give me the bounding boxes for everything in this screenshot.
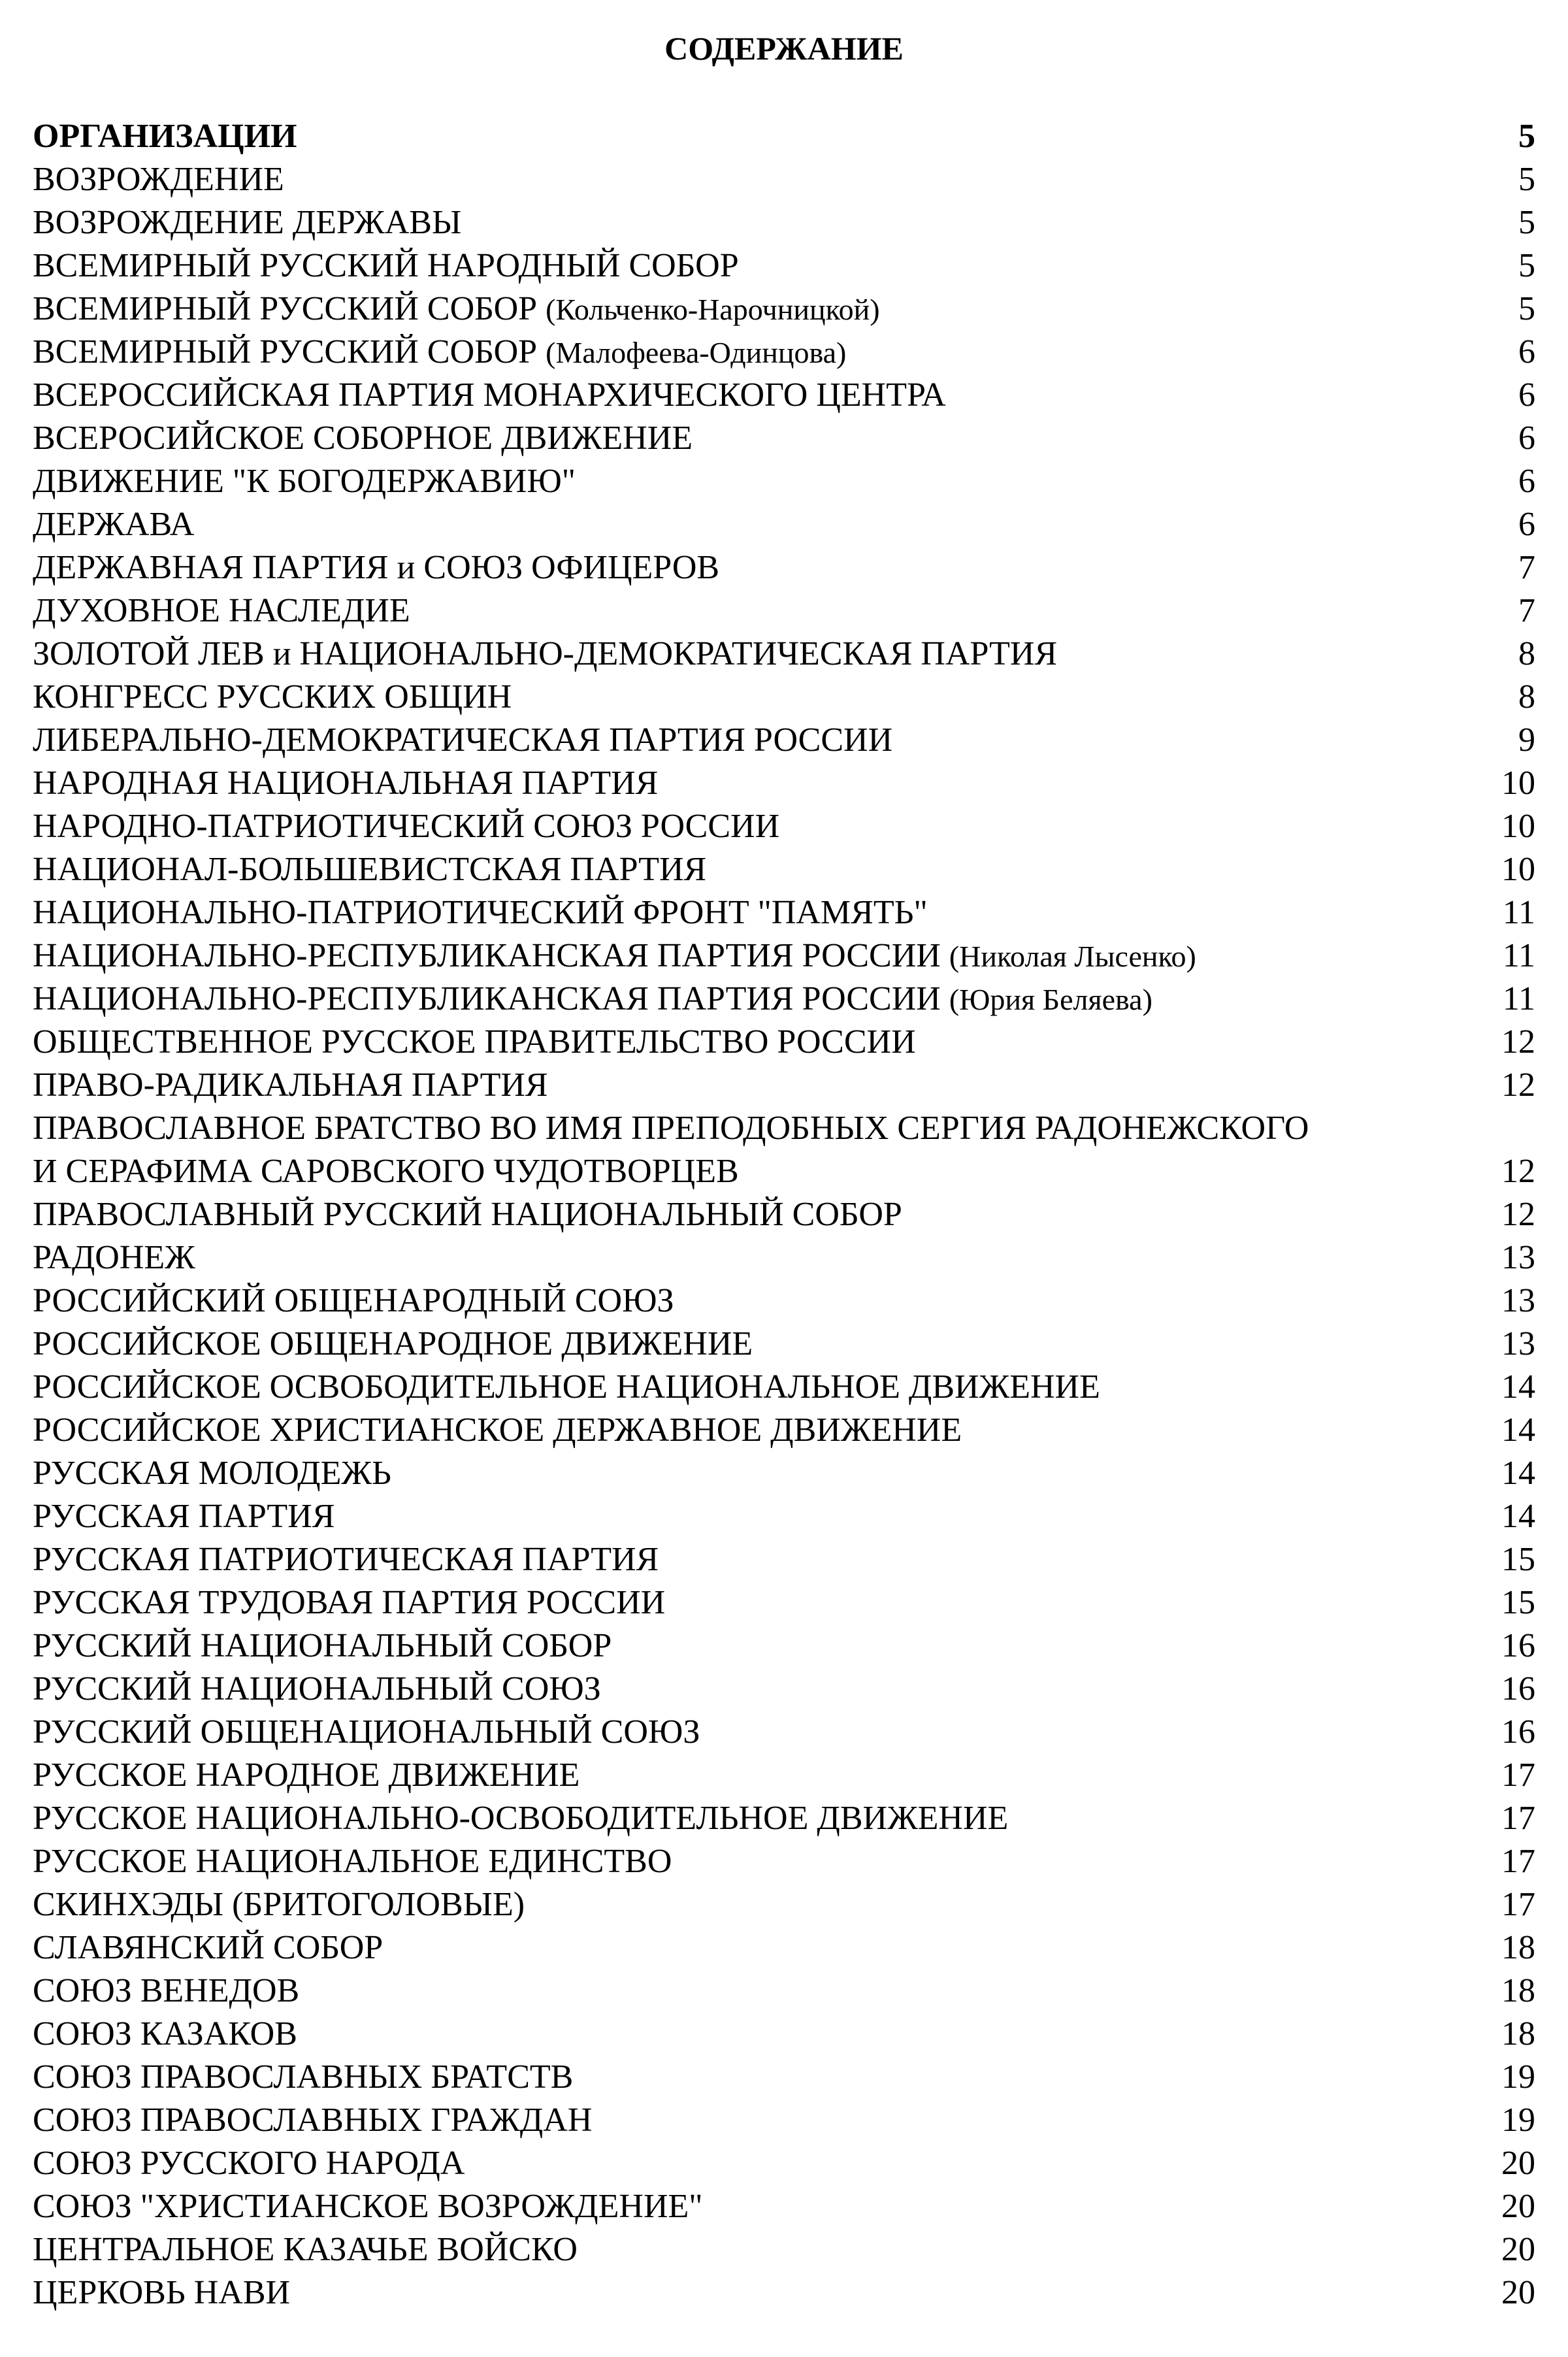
toc-entry-page-number: 5 <box>1518 204 1535 241</box>
toc-entry-title-text: РУССКИЙ ОБЩЕНАЦИОНАЛЬНЫЙ СОЮЗ <box>33 1713 700 1751</box>
toc-entry-title-text: РУССКАЯ МОЛОДЕЖЬ <box>33 1455 391 1492</box>
toc-entry[interactable] <box>33 1926 1535 1970</box>
toc-entry-title-text: РУССКИЙ НАЦИОНАЛЬНЫЙ СОБОР <box>33 1627 612 1664</box>
toc-entry[interactable] <box>33 288 1535 331</box>
toc-entry-title-text: ДЕРЖАВНАЯ ПАРТИЯ и СОЮЗ ОФИЦЕРОВ <box>33 549 720 586</box>
toc-entry-title <box>33 2056 1535 2099</box>
toc-entry-title-text: ВСЕМИРНЫЙ РУССКИЙ СОБОР <box>33 290 538 327</box>
toc-entry[interactable] <box>33 331 1535 374</box>
toc-entry-page-number: 16 <box>1501 1670 1535 1707</box>
toc-entry[interactable] <box>33 417 1535 460</box>
toc-entry-title <box>33 1366 1535 1409</box>
toc-entry[interactable] <box>33 891 1535 934</box>
toc-entry-title <box>33 1323 1535 1366</box>
toc-entry[interactable] <box>33 1538 1535 1581</box>
toc-entry-title <box>33 1538 1535 1581</box>
toc-section-page-number: 5 <box>1518 118 1535 155</box>
toc-entry-page-number: 12 <box>1501 1196 1535 1233</box>
toc-entry-title <box>33 934 1535 978</box>
toc-entry-title-text: ПРАВОСЛАВНОЕ БРАТСТВО ВО ИМЯ ПРЕПОДОБНЫХ СЕРГИЯ РАДОНЕЖСКОГО <box>33 1110 1309 1147</box>
toc-entry-title <box>33 1668 1535 1711</box>
toc-entry-title <box>33 1495 1535 1538</box>
toc-entry[interactable] <box>33 1107 1535 1193</box>
toc-entry-title <box>33 1840 1535 1883</box>
toc-entry-title <box>33 546 1535 589</box>
toc-entry-title <box>33 158 1535 201</box>
toc-entry-subtitle: (Николая Лысенко) <box>949 940 1196 973</box>
toc-entry-title-text: РОССИЙСКИЙ ОБЩЕНАРОДНЫЙ СОЮЗ <box>33 1282 674 1319</box>
toc-entry[interactable] <box>33 978 1535 1021</box>
toc-entry-title <box>33 1064 1535 1107</box>
toc-entry-subtitle: (Малофеева-Одинцова) <box>546 336 847 369</box>
toc-entry-page-number: 13 <box>1501 1325 1535 1362</box>
toc-entry-title <box>33 1711 1535 1754</box>
toc-entry-title <box>33 1236 1535 1279</box>
toc-entry-title <box>33 978 1535 1021</box>
toc-entry-title <box>33 1279 1535 1323</box>
toc-entry[interactable] <box>33 2056 1535 2099</box>
toc-entry[interactable] <box>33 1366 1535 1409</box>
toc-entry-title-text: НАРОДНО-ПАТРИОТИЧЕСКИЙ СОЮЗ РОССИИ <box>33 808 780 845</box>
toc-entry-page-number: 10 <box>1501 851 1535 888</box>
toc-entry-title <box>33 201 1535 244</box>
toc-entry[interactable] <box>33 589 1535 633</box>
toc-entry-title <box>33 1883 1535 1926</box>
toc-entry-title <box>33 503 1535 546</box>
toc-entry-title <box>33 676 1535 719</box>
toc-entry-title <box>33 2142 1535 2185</box>
toc-entry[interactable] <box>33 503 1535 546</box>
toc-entry[interactable] <box>33 244 1535 288</box>
toc-entry[interactable] <box>33 1624 1535 1668</box>
toc-entry[interactable] <box>33 546 1535 589</box>
toc-entry[interactable] <box>33 1754 1535 1797</box>
toc-entry-page-number: 5 <box>1518 247 1535 284</box>
toc-entry-title-text: РУССКОЕ НАЦИОНАЛЬНО-ОСВОБОДИТЕЛЬНОЕ ДВИЖЕНИЕ <box>33 1800 1009 1837</box>
toc-entry[interactable] <box>33 719 1535 762</box>
toc-entry-page-number: 17 <box>1501 1886 1535 1923</box>
toc-entry-title <box>33 2013 1535 2056</box>
toc-entry-title-text: РУССКАЯ ПАТРИОТИЧЕСКАЯ ПАРТИЯ <box>33 1541 659 1578</box>
toc-entry-page-number: 6 <box>1518 506 1535 543</box>
toc-entry-page-number: 15 <box>1501 1541 1535 1578</box>
toc-entry-page-number: 19 <box>1501 2102 1535 2139</box>
toc-entry-title <box>33 244 1535 288</box>
toc-entry-page-number: 6 <box>1518 463 1535 500</box>
toc-entry-title <box>33 891 1535 934</box>
toc-entry-page-number: 7 <box>1518 549 1535 586</box>
toc-entry[interactable] <box>33 1668 1535 1711</box>
toc-entry[interactable] <box>33 374 1535 417</box>
toc-entry-title <box>33 1021 1535 1064</box>
toc-entry-title-text: СКИНХЭДЫ (БРИТОГОЛОВЫЕ) <box>33 1886 525 1923</box>
toc-entry-page-number: 18 <box>1501 1972 1535 2009</box>
toc-entry[interactable] <box>33 1840 1535 1883</box>
toc-entry-page-number: 17 <box>1501 1756 1535 1794</box>
toc-entry-title <box>33 1754 1535 1797</box>
toc-entry-title-text: ДУХОВНОЕ НАСЛЕДИЕ <box>33 592 410 629</box>
toc-entry[interactable] <box>33 1581 1535 1624</box>
toc-entry[interactable] <box>33 1797 1535 1840</box>
toc-entry-page-number: 13 <box>1501 1282 1535 1319</box>
toc-entry-title-text: РОССИЙСКОЕ ОСВОБОДИТЕЛЬНОЕ НАЦИОНАЛЬНОЕ ДВИЖЕНИЕ <box>33 1368 1100 1406</box>
toc-entry[interactable] <box>33 1452 1535 1495</box>
toc-section-title: ОРГАНИЗАЦИИ <box>33 118 297 155</box>
toc-entry-page-number: 14 <box>1501 1368 1535 1406</box>
toc-entry-page-number: 18 <box>1501 1929 1535 1966</box>
toc-entry[interactable] <box>33 2228 1535 2271</box>
toc-entry-page-number: 7 <box>1518 592 1535 629</box>
toc-entry-title <box>33 2271 1535 2315</box>
toc-entry-title-text: НАЦИОНАЛЬНО-РЕСПУБЛИКАНСКАЯ ПАРТИЯ РОССИИ <box>33 980 941 1017</box>
toc-entry[interactable] <box>33 1064 1535 1107</box>
toc-entry-title-text: ЗОЛОТОЙ ЛЕВ и НАЦИОНАЛЬНО-ДЕМОКРАТИЧЕСКАЯ ПАРТИЯ <box>33 635 1058 672</box>
toc-entry-page-number: 6 <box>1518 376 1535 414</box>
toc-entry-title-text: РАДОНЕЖ <box>33 1239 195 1276</box>
toc-entry-title-text: РОССИЙСКОЕ ХРИСТИАНСКОЕ ДЕРЖАВНОЕ ДВИЖЕНИЕ <box>33 1411 962 1449</box>
toc-section-heading[interactable] <box>33 115 1535 158</box>
toc-entry-page-number: 16 <box>1501 1627 1535 1664</box>
toc-entry-title-text: РУССКОЕ НАРОДНОЕ ДВИЖЕНИЕ <box>33 1756 580 1794</box>
toc-entry-title-text: ОБЩЕСТВЕННОЕ РУССКОЕ ПРАВИТЕЛЬСТВО РОССИИ <box>33 1023 916 1061</box>
toc-entry-title-text: ВОЗРОЖДЕНИЕ ДЕРЖАВЫ <box>33 204 462 241</box>
toc-entry-title-text: ДВИЖЕНИЕ "К БОГОДЕРЖАВИЮ" <box>33 463 576 500</box>
toc-entry-subtitle: (Кольченко-Нарочницкой) <box>546 293 880 326</box>
toc-entry-page-number: 10 <box>1501 808 1535 845</box>
toc-entry[interactable] <box>33 805 1535 848</box>
toc-entry-title-text: КОНГРЕСС РУССКИХ ОБЩИН <box>33 678 512 716</box>
toc-entry-page-number: 14 <box>1501 1455 1535 1492</box>
toc-entry[interactable] <box>33 676 1535 719</box>
table-of-contents <box>33 115 1535 2315</box>
toc-entry-title-text: СОЮЗ КАЗАКОВ <box>33 2015 297 2052</box>
toc-entry-title <box>33 1581 1535 1624</box>
toc-entry-title <box>33 1970 1535 2013</box>
toc-entry-title-text: СОЮЗ "ХРИСТИАНСКОЕ ВОЗРОЖДЕНИЕ" <box>33 2188 703 2225</box>
toc-entry[interactable] <box>33 1193 1535 1236</box>
toc-entry[interactable] <box>33 762 1535 805</box>
toc-entry-title-text: ВСЕРОСИЙСКОЕ СОБОРНОЕ ДВИЖЕНИЕ <box>33 420 693 457</box>
toc-entry[interactable] <box>33 2013 1535 2056</box>
toc-entry-page-number: 12 <box>1501 1066 1535 1104</box>
page-title: СОДЕРЖАНИЕ <box>664 30 904 67</box>
toc-entry-title <box>33 1107 1535 1193</box>
toc-entry-page-number: 20 <box>1501 2145 1535 2182</box>
toc-entry-title-text: РУССКАЯ ТРУДОВАЯ ПАРТИЯ РОССИИ <box>33 1584 666 1621</box>
toc-entry-page-number: 9 <box>1518 721 1535 759</box>
toc-entry-title-text: СОЮЗ ПРАВОСЛАВНЫХ ГРАЖДАН <box>33 2102 593 2139</box>
toc-entry-title-text: ЦЕНТРАЛЬНОЕ КАЗАЧЬЕ ВОЙСКО <box>33 2231 578 2268</box>
toc-entry-page-number: 11 <box>1502 894 1535 931</box>
toc-entry-title <box>33 805 1535 848</box>
toc-entry-title <box>33 2228 1535 2271</box>
toc-entry-title <box>33 288 1535 331</box>
toc-entry-title-text: ЛИБЕРАЛЬНО-ДЕМОКРАТИЧЕСКАЯ ПАРТИЯ РОССИИ <box>33 721 893 759</box>
toc-entry-title-text: СЛАВЯНСКИЙ СОБОР <box>33 1929 384 1966</box>
toc-entry-title <box>33 633 1535 676</box>
toc-entry-page-number: 16 <box>1501 1713 1535 1751</box>
toc-entry[interactable] <box>33 1970 1535 2013</box>
toc-entry-page-number: 11 <box>1502 937 1535 974</box>
toc-entry-title <box>33 1624 1535 1668</box>
toc-entry-title-text: ДЕРЖАВА <box>33 506 195 543</box>
toc-entry[interactable] <box>33 934 1535 978</box>
toc-entry-page-number: 20 <box>1501 2188 1535 2225</box>
toc-entry-page-number: 11 <box>1502 980 1535 1017</box>
toc-entry[interactable] <box>33 1711 1535 1754</box>
toc-entry-title <box>33 2099 1535 2142</box>
toc-entry-page-number: 17 <box>1501 1800 1535 1837</box>
toc-entry[interactable] <box>33 633 1535 676</box>
toc-entry[interactable] <box>33 1236 1535 1279</box>
toc-entry-title-text: РОССИЙСКОЕ ОБЩЕНАРОДНОЕ ДВИЖЕНИЕ <box>33 1325 753 1362</box>
toc-entry-page-number: 12 <box>1501 1153 1535 1190</box>
toc-entry[interactable] <box>33 2142 1535 2185</box>
toc-entry-title <box>33 1193 1535 1236</box>
toc-entry-title <box>33 762 1535 805</box>
toc-entry-title-text: ВОЗРОЖДЕНИЕ <box>33 161 284 198</box>
toc-entry-title-text: ПРАВОСЛАВНЫЙ РУССКИЙ НАЦИОНАЛЬНЫЙ СОБОР <box>33 1196 902 1233</box>
toc-entry-page-number: 10 <box>1501 765 1535 802</box>
toc-entry-title <box>33 719 1535 762</box>
toc-entry-page-number: 20 <box>1501 2274 1535 2311</box>
toc-entry-subtitle: (Юрия Беляева) <box>949 983 1152 1016</box>
toc-entry[interactable] <box>33 1323 1535 1366</box>
toc-entry-title-text: ПРАВО-РАДИКАЛЬНАЯ ПАРТИЯ <box>33 1066 548 1104</box>
toc-entry-title <box>33 374 1535 417</box>
toc-entry-page-number: 5 <box>1518 290 1535 327</box>
toc-entry-title-text: НАЦИОНАЛЬНО-ПАТРИОТИЧЕСКИЙ ФРОНТ "ПАМЯТЬ" <box>33 894 928 931</box>
toc-entry-title <box>33 589 1535 633</box>
toc-entry[interactable] <box>33 1409 1535 1452</box>
toc-entry-page-number: 14 <box>1501 1411 1535 1449</box>
toc-entry-title-text: ЦЕРКОВЬ НАВИ <box>33 2274 291 2311</box>
toc-entry-title-continuation: И СЕРАФИМА САРОВСКОГО ЧУДОТВОРЦЕВ <box>33 1153 739 1190</box>
toc-entry[interactable] <box>33 1021 1535 1064</box>
toc-entry[interactable] <box>33 848 1535 891</box>
toc-entry-title-text: НАРОДНАЯ НАЦИОНАЛЬНАЯ ПАРТИЯ <box>33 765 659 802</box>
toc-entry[interactable] <box>33 2185 1535 2228</box>
toc-entry-page-number: 18 <box>1501 2015 1535 2052</box>
toc-entry-page-number: 20 <box>1501 2231 1535 2268</box>
toc-entry[interactable] <box>33 1883 1535 1926</box>
toc-entry-title <box>33 1452 1535 1495</box>
toc-entry-page-number: 5 <box>1518 161 1535 198</box>
toc-entry-page-number: 6 <box>1518 333 1535 371</box>
toc-entry-title-text: ВСЕМИРНЫЙ РУССКИЙ СОБОР <box>33 333 538 371</box>
toc-entry-title-text: РУССКАЯ ПАРТИЯ <box>33 1498 335 1535</box>
toc-entry-title-text: РУССКИЙ НАЦИОНАЛЬНЫЙ СОЮЗ <box>33 1670 601 1707</box>
toc-entry-page-number: 8 <box>1518 635 1535 672</box>
toc-entry-title-text: НАЦИОНАЛ-БОЛЬШЕВИСТСКАЯ ПАРТИЯ <box>33 851 707 888</box>
toc-entry-page-number: 12 <box>1501 1023 1535 1061</box>
toc-entry-title-text: ВСЕМИРНЫЙ РУССКИЙ НАРОДНЫЙ СОБОР <box>33 247 739 284</box>
toc-entry-page-number: 14 <box>1501 1498 1535 1535</box>
toc-entry-title-text: ВСЕРОССИЙСКАЯ ПАРТИЯ МОНАРХИЧЕСКОГО ЦЕНТРА <box>33 376 946 414</box>
toc-entry[interactable] <box>33 201 1535 244</box>
toc-entry-title <box>33 417 1535 460</box>
toc-entry-title-text: НАЦИОНАЛЬНО-РЕСПУБЛИКАНСКАЯ ПАРТИЯ РОССИИ <box>33 937 941 974</box>
toc-entry-title <box>33 1797 1535 1840</box>
toc-entry[interactable] <box>33 2099 1535 2142</box>
toc-entry-title <box>33 1409 1535 1452</box>
toc-entry-page-number: 6 <box>1518 420 1535 457</box>
toc-entry[interactable] <box>33 1279 1535 1323</box>
toc-entry-title-text: РУССКОЕ НАЦИОНАЛЬНОЕ ЕДИНСТВО <box>33 1843 672 1880</box>
toc-entry[interactable] <box>33 1495 1535 1538</box>
toc-entry-page-number: 15 <box>1501 1584 1535 1621</box>
toc-entry[interactable] <box>33 2271 1535 2315</box>
toc-entry[interactable] <box>33 158 1535 201</box>
toc-entry-title-text: СОЮЗ РУССКОГО НАРОДА <box>33 2145 465 2182</box>
toc-entry-title-text: СОЮЗ ПРАВОСЛАВНЫХ БРАТСТВ <box>33 2058 574 2096</box>
toc-entry-page-number: 8 <box>1518 678 1535 716</box>
toc-entry-title <box>33 1926 1535 1970</box>
toc-entry-page-number: 13 <box>1501 1239 1535 1276</box>
toc-entry[interactable] <box>33 460 1535 503</box>
toc-entry-title <box>33 331 1535 374</box>
toc-entry-title <box>33 848 1535 891</box>
toc-entry-title-text: СОЮЗ ВЕНЕДОВ <box>33 1972 300 2009</box>
toc-entry-title <box>33 2185 1535 2228</box>
toc-entry-page-number: 17 <box>1501 1843 1535 1880</box>
toc-entry-title <box>33 460 1535 503</box>
toc-entry-page-number: 19 <box>1501 2058 1535 2096</box>
